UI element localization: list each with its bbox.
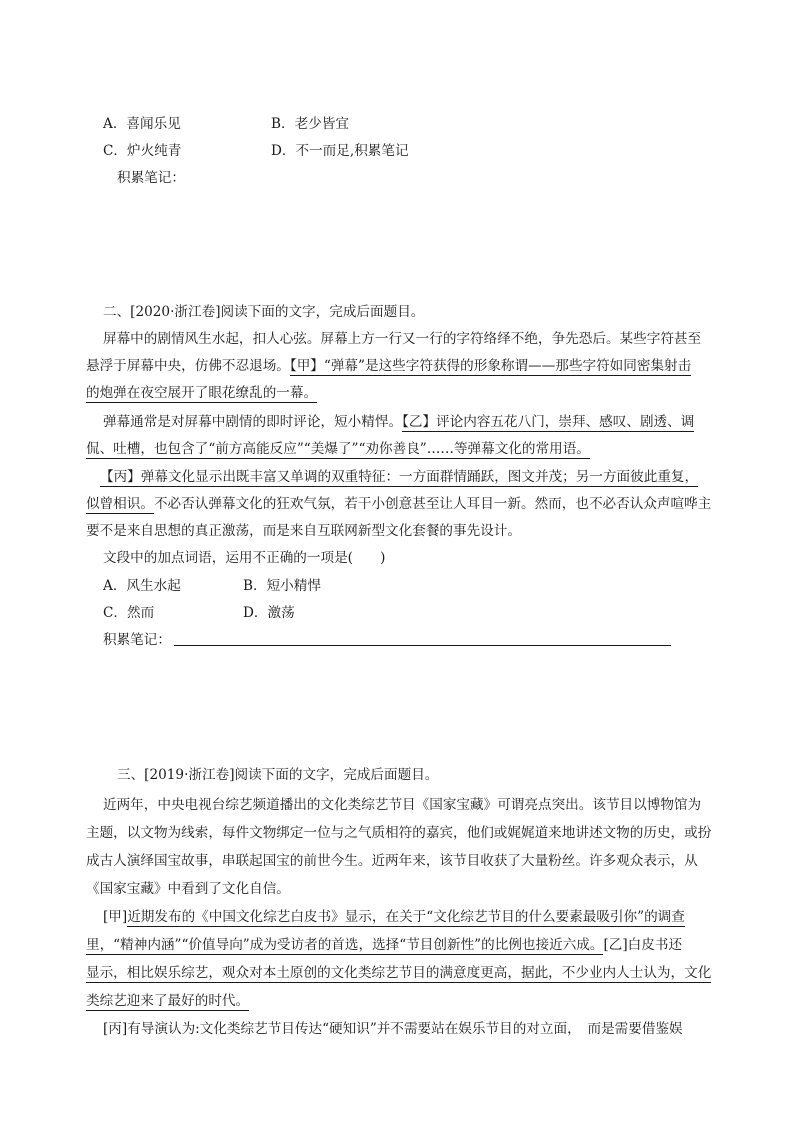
q3-p2-line1: [甲]近期发布的《中国文化综艺白皮书》显示，在关于“文化综艺节目的什么要素最吸引你”的调查 bbox=[103, 909, 685, 925]
q1-option-d: D．不一而足,积累笔记 bbox=[271, 143, 409, 159]
q3-p1-line3: 成古人演绎国宝故事，串联起国宝的前世今生。近两年来，该节目收获了大量粉丝。许多观众表示，从 bbox=[86, 853, 698, 869]
q2-p2-line2: 侃、吐槽，也包含了“前方高能反应”“美爆了”“劝你善良”……等弹幕文化的常用语。 bbox=[86, 441, 590, 457]
q3-p3-line1: [丙]有导演认为:文化类综艺节目传达“硬知识”并不需要站在娱乐节目的对立面， 而是需要借鉴娱 bbox=[103, 1021, 683, 1037]
q2-p3-line3: 要不是来自思想的真正激荡，而是来自互联网新型文化套餐的事先设计。 bbox=[86, 523, 521, 539]
q2-heading: 二、[2020·浙江卷]阅读下面的文字，完成后面题目。 bbox=[103, 304, 425, 320]
q3-p2-line3: 显示，相比娱乐综艺，观众对本土原创的文化类综艺节目的满意度更高，据此，不少业内人士认为，文化 bbox=[86, 965, 712, 981]
q2-option-a: A．风生水起 bbox=[103, 578, 181, 594]
q2-notes-blank[interactable] bbox=[174, 645, 671, 646]
q2-p3-line2: 似曾相识。不必否认弹幕文化的狂欢气氛，若干小创意甚至让人耳目一新。然而，也不必否认众声喧哗主 bbox=[86, 496, 712, 512]
q2-notes-label: 积累笔记： bbox=[103, 632, 171, 648]
q2-option-d: D．激荡 bbox=[243, 605, 295, 621]
q1-option-c: C．炉火纯青 bbox=[103, 143, 182, 159]
q2-p3-line1: 【丙】弹幕文化显示出既丰富又单调的双重特征：一方面群情踊跃，图文并茂；另一方面彼此重复， bbox=[100, 469, 699, 485]
q3-p1-line2: 主题，以文物为线索，每件文物绑定一位与之气质相符的嘉宾，他们或娓娓道来地讲述文物的历史，或扮 bbox=[86, 825, 712, 841]
q2-option-b: B．短小精悍 bbox=[243, 578, 321, 594]
q2-question: 文段中的加点词语，运用不正确的一项是( ) bbox=[103, 550, 386, 566]
q1-notes-label: 积累笔记： bbox=[117, 170, 185, 186]
q2-p1-line1: 屏幕中的剧情风生水起，扣人心弦。屏幕上方一行又一行的字符络绎不绝，争先恐后。某些字符甚至 bbox=[103, 331, 702, 347]
q3-p2-line2: 里，“精神内涵”“价值导向”成为受访者的首选，选择“节目创新性”的比例也接近六成。[乙]白皮书还 bbox=[86, 937, 683, 953]
q2-p1-line2: 悬浮于屏幕中央，仿佛不忍退场。【甲】“弹幕”是这些字符获得的形象称谓——那些字符如同密集射击 bbox=[86, 358, 692, 374]
q3-p2-line4: 类综艺迎来了最好的时代。 bbox=[86, 993, 250, 1009]
q2-option-c: C．然而 bbox=[103, 605, 155, 621]
q2-p1-line3: 的炮弹在夜空展开了眼花缭乱的一幕。 bbox=[86, 385, 318, 401]
q1-option-b: B．老少皆宜 bbox=[271, 116, 349, 132]
q2-p2-line1: 弹幕通常是对屏幕中剧情的即时评论，短小精悍。【乙】评论内容五花八门，崇拜、感叹、剧透、调 bbox=[103, 414, 695, 430]
q3-heading: 三、[2019·浙江卷]阅读下面的文字，完成后面题目。 bbox=[117, 767, 439, 783]
q1-option-a: A．喜闻乐见 bbox=[103, 116, 181, 132]
q3-p1-line4: 《国家宝藏》中看到了文化自信。 bbox=[86, 881, 290, 897]
q3-p1-line1: 近两年，中央电视台综艺频道播出的文化类综艺节目《国家宝藏》可谓亮点突出。该节目以博物馆为 bbox=[103, 797, 702, 813]
